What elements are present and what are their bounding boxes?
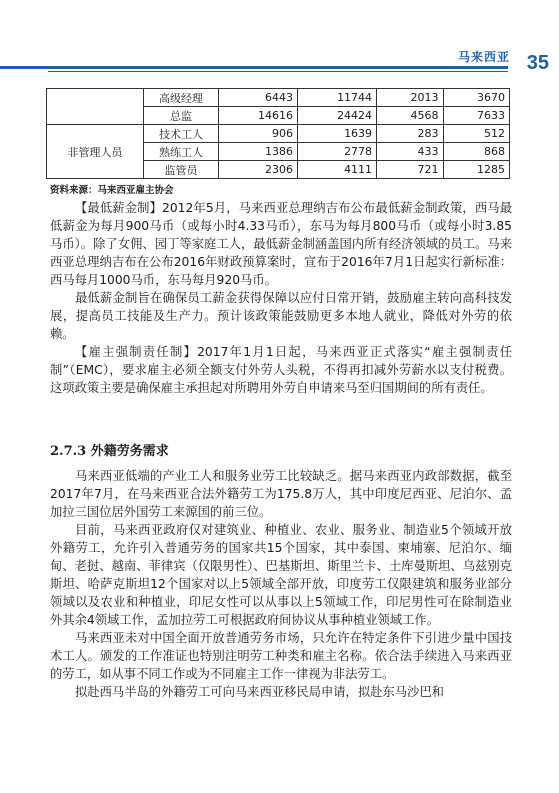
table-cell: 3670	[443, 89, 509, 107]
header-rule-thin	[48, 71, 508, 72]
body-text-top	[50, 199, 512, 397]
body-text-bottom	[50, 467, 512, 701]
table-cell-role: 总监	[144, 107, 219, 125]
table-cell: 512	[443, 125, 509, 143]
table-cell: 283	[377, 125, 443, 143]
table-cell: 1386	[219, 143, 298, 161]
table-cell: 1639	[298, 125, 377, 143]
table-cell-role: 监管员	[144, 161, 219, 179]
paragraph: 【雇主强制责任制】2017年1月1日起，马来西亚正式落实“雇主强制责任制”（EMC），要求雇主必须全额支付外劳人头税，不得再扣减外劳薪水以支付税费。这项政策主要是确保雇主承担起对所聘用外劳自申请来马至归国期间的所有责任。	[50, 345, 512, 395]
paragraph: 【最低薪金制】2012年5月，马来西亚总理纳吉布公布最低薪金制政策，西马最低薪金为每月900马币（或每小时4.33马币），东马为每月800马币（或每小时3.85马币）。除了女佣、园丁等家庭工人，最低薪金制涵盖国内所有经济领域的员工。马来西亚总理纳吉布在公布2016年财政预算案时，宣布于2016年7月1日起实行新标准：西马每月1000马币，东马每月920马币。	[50, 201, 512, 287]
table-cell: 2013	[377, 89, 443, 107]
paragraph: 最低薪金制旨在确保员工薪金获得保障以应付日常开销，鼓励雇主转向高科技发展，提高员工技能及生产力。预计该政策能鼓励更多本地人就业，降低对外劳的依赖。	[50, 291, 512, 341]
table-cell: 14616	[219, 107, 298, 125]
section-heading: 2.7.3 外籍劳务需求	[50, 444, 169, 459]
table-cell: 868	[443, 143, 509, 161]
table-source: 资料来源：马来西亚雇主协会	[50, 185, 174, 196]
table-cell: 906	[219, 125, 298, 143]
table-cell: 1285	[443, 161, 509, 179]
table-cell-role: 熟练工人	[144, 143, 219, 161]
table-cell: 11744	[298, 89, 377, 107]
table-cell: 2778	[298, 143, 377, 161]
paragraph: 马来西亚低端的产业工人和服务业劳工比较缺乏。据马来西亚内政部数据，截至2017年7月，在马来西亚合法外籍劳工为175.8万人，其中印度尼西亚、尼泊尔、孟加拉三国位居外国劳工来源国的前三位。	[50, 469, 512, 519]
header-rule	[0, 66, 508, 69]
table-row	[47, 125, 510, 143]
table-cell: 24424	[298, 107, 377, 125]
paragraph: 目前，马来西亚政府仅对建筑业、种植业、农业、服务业、制造业5个领域开放外籍劳工，允许引入普通劳务的国家共15个国家，其中泰国、柬埔寨、尼泊尔、缅甸、老挝、越南、菲律宾（仅限男性）、巴基斯坦、斯里兰卡、土库曼斯坦、乌兹别克斯坦、哈萨克斯坦12个国家对以上5领域全部开放，印度劳工仅限建筑和服务业部分领域以及农业和种植业，印尼女性可以从事以上5领域工作，印尼男性可在除制造业外其余4领域工作，孟加拉劳工可根据政府间协议从事种植业领域工作。	[50, 523, 512, 627]
paragraph: 拟赴西马半岛的外籍劳工可向马来西亚移民局申请，拟赴东马沙巴和	[75, 685, 444, 699]
table-cell: 7633	[443, 107, 509, 125]
table-row	[47, 89, 510, 107]
salary-table	[46, 88, 510, 179]
page-header	[0, 0, 559, 80]
table-cell-role: 高级经理	[144, 89, 219, 107]
paragraph: 马来西亚未对中国全面开放普通劳务市场，只允许在特定条件下引进少量中国技术工人。颁发的工作准证也特别注明劳工种类和雇主名称。依合法手续进入马来西亚的劳工，如从事不同工作或为不同雇主工作一律视为非法劳工。	[50, 631, 512, 681]
table-cell-role: 技术工人	[144, 125, 219, 143]
page-number: 35	[526, 52, 549, 74]
table-cell: 433	[377, 143, 443, 161]
table-cell: 4568	[377, 107, 443, 125]
table-cell: 721	[377, 161, 443, 179]
header-country: 马来西亚	[457, 50, 510, 64]
table-cell: 4111	[298, 161, 377, 179]
table-cell: 2306	[219, 161, 298, 179]
table-cell: 6443	[219, 89, 298, 107]
table-cell-category	[47, 89, 144, 125]
table-cell-category: 非管理人员	[47, 125, 144, 179]
